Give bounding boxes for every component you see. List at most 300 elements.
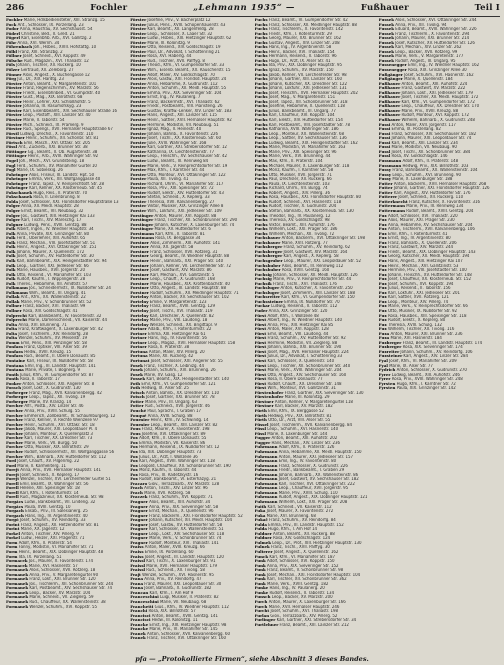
entry-details: Rudolf, Monteur, XVI. Thaliastr. 141 <box>147 540 219 545</box>
entry-details: Rud., Chauffeur, XX. Wallensteinstr. 38 <box>28 600 106 604</box>
entry-surname: Fortuna <box>130 349 148 354</box>
entry-surname: Folta <box>6 322 18 327</box>
entry-details: Otto, Angest., XIV. Sechshauser Str. 160 <box>266 372 347 377</box>
entry-surname: Fox <box>130 468 138 473</box>
entry-surname: Fulda <box>254 527 267 532</box>
entry-details: Anton, Bäckerm., XVII. Hernalser Hauptstr. 268 <box>392 181 487 186</box>
entry-details: Franz, Beamt., VI. Gumpendorfer Str. 42 <box>267 18 348 22</box>
entry-surname: Fussek <box>378 27 395 32</box>
entry-details: Emma, Verk., XII. Wolfganggasse 40 <box>27 177 101 182</box>
entry-details: Wilhelm, Tischler, XII. Tivolig. 116 <box>386 327 455 332</box>
entry-surname: Fraiss <box>130 549 144 554</box>
entry-surname: Fortelny <box>130 309 149 313</box>
entry-surname: Forster <box>130 186 147 191</box>
entry-surname: Forstner <box>130 254 150 259</box>
entry-surname: Fydrich <box>378 368 396 373</box>
entry-surname: Fortelny <box>130 299 149 304</box>
entry-details: Anton, Beamt., XIII. Auhofstr. 224 <box>400 81 468 86</box>
entry-details: Hans, Angest., XIII. Lainzer Str. 115 <box>146 113 217 118</box>
entry-details: Marie, XVI. Hasnerstr. 57 <box>27 563 78 568</box>
entry-surname: Förster <box>130 31 147 36</box>
entry-details: Emma, IX. Porzellang. 82 <box>390 127 441 132</box>
entry-details: Anna, Hausfrau, XV. Sechshausst. 54 <box>18 27 93 32</box>
entry-surname: Fox <box>130 449 138 454</box>
entry-surname: Fürst <box>254 345 267 350</box>
entry-surname: Funk <box>254 577 266 582</box>
entry-details: Theresia, XVII. Kalvarienbergg. 27 <box>146 199 215 204</box>
entry-details: Karl, Bahnbeamt., XIX. Heiligenstädter Str. 94 <box>15 258 107 263</box>
entry-details: Karl, Tischler, XVI. Ottakringer Str. 222 <box>277 481 355 486</box>
entry-surname: Funk <box>254 559 266 564</box>
entry-details: Marie, Priv., XIII. Speisinger Str. 96 <box>267 149 337 154</box>
entry-surname: Form <box>6 554 18 559</box>
entry-details: Paul, Sprachl., I. Graben 17 <box>146 409 202 414</box>
entry-details: Franz, Tischl., XVII. Palffyg. 30 <box>269 545 330 550</box>
entry-details: Josef, Lokf., X. Gudrunstr. 130 <box>21 386 81 391</box>
entry-surname: Forcher <box>6 436 24 441</box>
entry-details: Ida, Priv., XIX. Döblinger Hauptstr. 95 <box>267 63 342 68</box>
entry-surname: Fuhrmann <box>254 449 278 454</box>
entry-surname: Fussy <box>378 168 392 173</box>
entry-details: Karl, Schneid., VII. Kaiserstr. 112 <box>266 504 332 509</box>
directory-entry <box>6 605 127 610</box>
entry-details: Alfr., Postb., XIV. Linzer Str. 46 <box>23 404 84 409</box>
entry-details: Karl, Elektr., XIV. Hütteldorfer Str. 154 <box>267 118 343 123</box>
entry-details: Franz, Tischler, XII. Schönbrunner Str. 290 <box>153 218 238 223</box>
entry-surname: Follak <box>6 299 20 304</box>
entry-details: Franz, Tischl., XVI. Thaliastr. 176 <box>271 281 337 286</box>
entry-details: Paul, Dr., Advokat, I. Schottenring 21 <box>146 49 220 54</box>
entry-details: Josefine, Priv., V. Bacherplatz 12 <box>146 18 211 22</box>
entry-surname: Forstinger <box>130 222 154 227</box>
entry-surname: Fontana <box>6 368 24 373</box>
entry-surname: Formanek <box>6 604 29 609</box>
entry-details: Wenzel, Schuhm., XVI. Koppstr. 55 <box>28 604 97 609</box>
entry-surname: Ford <box>6 459 17 464</box>
entry-details: Richard, Uhrm., VII. Burgg. 74 <box>267 186 328 191</box>
entry-surname: Fuchs <box>254 95 268 100</box>
entry-surname: Follak <box>6 295 20 300</box>
entry-details: Alois, Schlosser, XVII. Rötzerg. 18 <box>28 568 96 573</box>
entry-details: Josef, Mag., V. Margaretenstr. 151 <box>267 95 336 100</box>
entry-details: Johann, Kutscher, XII. Meidl. Hauptstr. 104 <box>147 518 233 523</box>
entry-details: Hermine, Priv., VIII. Josefstädter Str. 100 <box>386 268 467 273</box>
entry-surname: Förster <box>6 122 22 127</box>
entry-details: Theodor, Ing., IV. Paulanerg. 12 <box>267 213 331 218</box>
entry-surname: Förster <box>130 45 147 50</box>
entry-surname: Furlan <box>254 613 270 618</box>
entry-details: Alois, Friseur, III. Landstr. Hpt. 50 <box>27 172 95 177</box>
entry-surname: Fürst <box>254 313 267 318</box>
entry-surname: Fossek <box>130 377 146 382</box>
entry-details: Josef, Angest., X. Quellenstr. 162 <box>272 549 339 554</box>
entry-details: Wilhelm, Lokf., XXI. Prager Str. 208 <box>277 499 348 504</box>
entry-surname: Fürth <box>254 413 267 418</box>
entry-details: Max, Kfm., II. Praterstr. 104 <box>267 158 323 163</box>
entry-surname: Fussi <box>378 145 391 150</box>
entry-details: Ernst, Mechan., X. Quellenstr. 96 <box>147 509 214 514</box>
entry-surname: Forstmann <box>130 231 155 236</box>
entry-surname: Fürst <box>254 381 267 386</box>
entry-details: Jos., Tischlerm., XII. Schönbrunner Str. 244 <box>28 581 114 586</box>
entry-details: Ignaz, Mag., II. Heinestr. 40 <box>146 127 202 132</box>
entry-details: Julius, Pens., XVIII. Schopenhauerstr. 43 <box>146 22 226 27</box>
entry-surname: Fuchsgruber <box>254 258 283 263</box>
entry-details: Johann, Tischler, XII. Ruckerg. 10 <box>14 63 81 68</box>
entry-details: Rudolf, Schuhm., XII. Meidlinger Hauptstr. 71 <box>149 290 239 295</box>
entry-surname: Forster <box>130 136 147 141</box>
entry-details: Rosa, Priv., XVIII. Währinger Str. 248 <box>390 377 463 382</box>
entry-details: Johann, Lokf., XXI. Jedleseer Str. 179 <box>400 90 473 95</box>
entry-surname: Forster <box>130 99 147 104</box>
entry-details: Johann, Maurer, X. Quellenstr. 172 <box>15 249 85 254</box>
entry-surname: Forkel <box>6 536 21 541</box>
entry-surname: Fuchs <box>254 199 268 204</box>
entry-surname: Fortuna <box>130 354 148 359</box>
entry-surname: Förster <box>6 90 22 95</box>
entry-details: Wenzel, Schuhm., XV. Meiselstr. 19 <box>17 336 87 341</box>
entry-details: Eduard, Beamt., XVIII. Währinger Str. 226 <box>394 27 477 32</box>
entry-surname: Fuchs <box>254 72 268 77</box>
entry-surname: Fußhauer <box>378 90 401 95</box>
entry-surname: Forcher <box>6 422 24 427</box>
entry-surname: Förster <box>130 40 147 45</box>
entry-details: Marie, Hausbes., XIX. Krottenbachstr. 40 <box>149 281 230 286</box>
entry-surname: Fuhrmann <box>254 468 278 473</box>
entry-surname: Fonfara <box>6 354 23 359</box>
entry-details: Ferd., Oberlehrer, XIII. Auhofstr. 65 <box>15 236 86 241</box>
entry-surname: Fuchs <box>254 18 268 22</box>
entry-details: Adolf, Schlosser, XVI. Koppstr. 150 <box>265 559 335 564</box>
entry-details: Anna, Priv., XV. Reindorfg. 47 <box>143 577 202 582</box>
entry-details: Franz, Mechan., VIII. Josefstädter Str. 51 <box>15 240 96 245</box>
entry-details: Karl, Sattler, XVII. Rötzerg. 121 <box>386 295 450 300</box>
entry-surname: Fussek <box>378 49 395 54</box>
entry-surname: Fux <box>378 281 387 286</box>
entry-details: Anton, Schuhm., XII. Meidl. Hauptstr. 55 <box>146 86 227 91</box>
entry-details: Anton, Beamt., V. Margaretenstr. 101 <box>21 81 97 86</box>
entry-surname: Fragner <box>130 499 148 504</box>
entry-surname: Forstinger <box>130 218 154 223</box>
entry-surname: Fuchs <box>254 27 268 32</box>
entry-surname: Fussenegger <box>378 68 407 73</box>
entry-surname: Forster <box>130 131 147 136</box>
entry-details: Anna, Priv., XIII. Hietzinger Kai 85 <box>266 322 334 327</box>
entry-details: Rosa, XVI. Haberlg. 44 <box>146 54 192 59</box>
entry-surname: Frana <box>130 586 144 591</box>
entry-surname: Fürst <box>254 354 267 359</box>
entry-details: Franz, Schuhm., XV. Reindorfg. 84 <box>267 518 336 523</box>
entry-surname: Fragner <box>130 527 148 532</box>
entry-surname: Forstner <box>130 249 150 254</box>
entry-surname: Föllner <box>6 54 22 59</box>
entry-surname: Fragner <box>130 518 148 523</box>
entry-surname: Follner <box>6 309 22 313</box>
entry-surname: Förster <box>130 18 147 22</box>
entry-details: Johann, Kutscher, X. Laxenburger Str. 74 <box>153 222 235 227</box>
entry-details: Theresia, XV. Goldschlagstr. 98 <box>267 218 330 223</box>
entry-details: Jos., Gastwirt, XIII. Hietzinger Kai 133 <box>20 213 95 218</box>
entry-details: Leop., Fleischh., XV. Sechshauser Str. 42 <box>146 154 228 159</box>
entry-surname: Forell <box>6 495 19 500</box>
entry-surname: Forell <box>6 481 19 486</box>
entry-surname: Fuchsberger <box>254 254 283 259</box>
entry-surname: Frana <box>130 581 144 586</box>
entry-surname: Furlinger <box>254 618 276 623</box>
entry-details: Adolf, Maler, XV. Goldschlagstr. 70 <box>146 72 215 77</box>
entry-surname: Fux <box>378 240 387 245</box>
entry-surname: Fomm <box>6 340 20 345</box>
entry-surname: Forster <box>130 140 147 145</box>
entry-surname: Fux <box>378 272 387 277</box>
entry-surname: Fuchs <box>254 54 268 59</box>
entry-details: Ernst, Ing., IV. Argentinierstr. 80 <box>386 236 451 241</box>
entry-surname: Forgács <box>6 504 24 509</box>
entry-details: Paula, IX. Liechtensteinstr. 103 <box>267 181 330 186</box>
entry-surname: Fux <box>378 218 387 223</box>
entry-details: Albert, Ing., IV. Wiedner Hauptstr. 140 <box>266 318 342 323</box>
entry-details: Leop., Chauffeur, XVII. Jörgerstr. 95 <box>277 486 349 491</box>
entry-details: Anton, Maurer, XXI. Jedleseer Str. 157 <box>277 454 354 459</box>
entry-details: Franz, Gastwirt, XIV. Märzstr. 244 <box>386 245 453 250</box>
entry-surname: Förster <box>6 127 22 132</box>
entry-details: Franz, Schlosser, XVII. Rötzerg. 31 <box>149 249 218 254</box>
entry-surname: Folk <box>6 277 16 282</box>
entry-surname: Forstner <box>130 258 150 263</box>
entry-details: Emma, Priv., XIX. Sieveringer Str. 104 <box>146 90 222 95</box>
entry-details: Luigi, Musiker, II. Praterstr. 82 <box>158 595 219 600</box>
entry-surname: Franceschini <box>130 600 159 604</box>
entry-details: Emil, Pens., XIII. Penzinger Str. 58 <box>19 340 87 345</box>
entry-details: Marie, Damenschneid., VII. Kaiserstr. 44 <box>27 318 107 323</box>
entry-surname: Formanek <box>6 590 29 595</box>
entry-details: Rudolf, Beamt., XVIII. Gentzg. 204 <box>405 208 474 213</box>
entry-details: Ludw., Hsbes., XIII. Hietzinger Hauptstr. 62 <box>146 36 232 41</box>
entry-details: Franz, Maurer, XXI. Leopoldauer Str. 30 <box>143 581 222 586</box>
entry-details: Franz, Optiker, VIII. Alser Str. 39 <box>22 345 87 350</box>
entry-details: Julius, Dr., Advokat, I. Schottenring 33 <box>266 354 343 359</box>
entry-surname: Fussmann <box>378 158 402 163</box>
entry-details: Christine, Bed., II. Gred. 21 <box>20 31 75 36</box>
entry-surname: Fuka <box>254 509 266 514</box>
entry-surname: Forstmann <box>130 236 155 241</box>
entry-details: Anton, Schlosser, XVII. Kalvarienbergg. 60 <box>145 631 230 636</box>
entry-details: Hedw., XVIII. Kreuzg. 15 <box>22 349 72 354</box>
entry-surname: Francisci <box>130 618 151 623</box>
entry-details: Anna, Priv., XIX. Sieveringer Str. 58 <box>147 504 219 509</box>
entry-details: Anton, Maurer, XVI. Koppstr. 88 <box>153 213 217 218</box>
entry-details: Johann, Lokführ., XXI. Jedleseer Str. 131 <box>267 86 347 91</box>
entry-surname: Föderl <box>6 31 21 36</box>
entry-surname: Fosek <box>130 368 143 373</box>
entry-surname: Fraissl <box>130 568 146 573</box>
entry-surname: Folk <box>6 227 16 232</box>
entry-surname: Fürst <box>254 322 267 327</box>
entry-details: Rudolf, Angest., III. Ungarg. 95 <box>394 58 456 63</box>
entry-surname: Fussi <box>378 127 391 132</box>
entry-surname: Franchetti <box>130 604 154 609</box>
entry-surname: Fussek <box>378 22 395 27</box>
entry-surname: Formanek <box>6 577 29 582</box>
entry-details: Franz, Schuhm., XV. Reindorfg. 62 <box>282 245 351 250</box>
entry-details: Josef, Maurer, X. Favoritenstr. 272 <box>265 509 334 514</box>
entry-surname: Fussek <box>378 58 395 63</box>
entry-details: Giov., Terrazzoarb., XV. Märzstr. 128 <box>147 481 220 486</box>
entry-details: Ant., Zuckerb., XXI. Brünner Str. 38 <box>17 145 88 150</box>
entry-details: Marie, Verk., VII. Burgg. 50 <box>23 440 78 445</box>
entry-surname: Förster <box>130 63 147 68</box>
entry-surname: Forstner <box>130 272 150 277</box>
entry-details: Franz, Schlosser, XIV. Sechshauser Str. 182 <box>390 131 477 136</box>
entry-details: Karl, Kfm., I. Rotenturmstr. 14 <box>18 490 79 495</box>
entry-details: Marie, Priv., III. Rennweg 134 <box>405 204 464 209</box>
entry-surname: Fotter <box>130 404 144 409</box>
entry-surname: Fussy <box>378 177 392 182</box>
entry-details: Marie, XV. Hütteldorfer Str. 6 <box>153 227 211 232</box>
entry-details: Joh., Mech., XVI. Grundsteing. 18 <box>17 158 85 163</box>
entry-surname: Fürst <box>254 372 267 377</box>
entry-details: Hedwig, Priv., XIX. Billrothstr. 103 <box>401 163 469 168</box>
entry-surname: Folk <box>6 231 16 236</box>
entry-surname: Formacek <box>6 559 28 564</box>
entry-surname: Fuhrmann <box>254 463 278 468</box>
entry-surname: Folk <box>6 281 16 286</box>
entry-details: Marie, III. Kolonitzg. 29 <box>283 395 330 400</box>
entry-surname: Fragner <box>130 536 148 541</box>
entry-surname: Forstinger <box>130 227 154 232</box>
entry-details: Franz, Tapez., V. Reinprechtsdf. Str. 28 <box>27 181 104 186</box>
entry-details: Karl, Gärtner, XXI. Strebersdorfer Str. 34 <box>275 618 357 623</box>
entry-details: Johann, Schuhm., XV. Reindorfg. 106 <box>399 349 473 354</box>
entry-details: Leop., Chauff., X. Gudrunstr. 168 <box>149 277 215 282</box>
entry-details: Josef, Tischl., XVI. Thaliastr. 119 <box>148 309 213 313</box>
entry-details: Josef, Schuhm., XVI. Thaliastr. 198 <box>269 609 339 614</box>
entry-details: Franz, Tischler, X. Leibnizg. 44 <box>142 363 204 368</box>
entry-surname: Funk <box>254 568 266 573</box>
entry-surname: Fogl <box>6 163 16 168</box>
entry-surname: Fuchs <box>254 68 268 73</box>
entry-details: Leop., Sattler, XV. Sechshauser Str. 136 <box>267 136 347 141</box>
entry-surname: Forkel <box>6 531 21 536</box>
entry-details: Josef, Chauffeur, XX. Klosterneub. Str. 152 <box>386 277 472 282</box>
entry-surname: Fux <box>378 268 387 273</box>
entry-details: Marie, XVII. Rötzerg. 58 <box>142 490 191 495</box>
entry-surname: Fuchsbauer <box>254 236 281 241</box>
entry-surname: Fux <box>378 231 387 236</box>
entry-details: Karl, Beamt., XIII. Lainzer Str. 234 <box>390 140 458 145</box>
entry-surname: Fußhauer <box>378 86 401 91</box>
entry-surname: Fölzer <box>6 68 20 73</box>
entry-details: Johann, Maurer, XXI. Brünner Str. 214 <box>394 36 470 41</box>
entry-details: Franz, Schuhm., XV. Hütteldorfer Str. 92 <box>266 336 346 341</box>
entry-surname: Fuder <box>254 309 268 313</box>
entry-details: Marie, XVI. Hasnerstr. 184 <box>389 336 442 341</box>
entry-surname: Fuchs <box>254 58 268 63</box>
entry-surname: Fussl <box>378 154 391 159</box>
entry-surname: Fyrer <box>378 377 391 382</box>
entry-details: Moriz, Kaufm., I. Kärntner Str. 58 <box>267 168 334 173</box>
entry-surname: Form <box>6 545 18 550</box>
entry-surname: Fortner <box>130 340 147 345</box>
entry-surname: Forster <box>130 81 147 86</box>
entry-surname: Fux <box>378 263 387 268</box>
entry-surname: Fuchs <box>254 154 268 159</box>
entry-details: Johann, Schuhm., XVI. Brunneng. 26 <box>142 368 216 373</box>
entry-surname: Funk <box>254 581 266 586</box>
entry-surname: Fürst <box>254 349 267 354</box>
entry-details: Rudolf, Schneid., XVI. Hasnerstr. 118 <box>267 199 342 204</box>
entry-surname: Forster <box>130 118 147 123</box>
entry-details: Josef, Kfm., VI. Mariahilfer Str. 209 <box>387 359 457 364</box>
entry-details: Ludwig, Beamt., XIII. Auhofstr. 246 <box>390 372 460 377</box>
entry-details: Robert, Angest., XIV. Pillerg. 36 <box>267 190 330 195</box>
entry-details: Franz, Beamt., III. Landstr. Hauptstr. 174 <box>401 340 483 345</box>
entry-details: Georg, Kutscher, XII. Meidl. Hauptstr. 194 <box>386 254 470 259</box>
entry-surname: Forgó <box>6 518 19 523</box>
entry-details: Johanna, III. Rasumofskyg. 23 <box>21 104 82 109</box>
entry-details: Franz, Kellner, V. Rechte Wienzeile 97 <box>23 418 99 423</box>
entry-details: Emilie, IX. Porzellang. 60 <box>143 549 194 554</box>
entry-surname: Fuith <box>254 504 267 509</box>
entry-details: Karl, Drechsler, X. Quellenstr. 82 <box>148 313 214 318</box>
entry-details: Otto, Monteur, XVI. Ottakringer Str. 122 <box>146 172 226 177</box>
entry-details: Anton, Kutscher, X. Favoritenstr. 250 <box>279 286 353 291</box>
entry-details: Karl, Eisenbbeamt., XIV. Sechshauser Straße 16 <box>21 108 117 113</box>
entry-surname: Folk <box>6 258 16 263</box>
entry-details: Anton, Maler, XIV. Pillerg. 20 <box>147 349 205 354</box>
entry-details: Adolf, Kfm., II. Praterstr. 126 <box>277 445 335 450</box>
entry-surname: Forcher <box>6 449 24 454</box>
entry-surname: Fuchs <box>254 195 268 200</box>
entry-surname: Fraissl <box>130 559 146 564</box>
columns <box>6 18 500 654</box>
entry-details: Josef, Gastw., XV. Hütteldorfer Str. 58 <box>147 522 223 527</box>
entry-surname: Franchi <box>130 609 148 614</box>
entry-surname: Fracaro <box>130 481 148 486</box>
entry-details: Rosa, II. Lilienbrunng. 8 <box>32 195 80 200</box>
entry-details: Franz, Bahnbeamt., XX. Wallensteinstr. 104 <box>391 168 478 173</box>
entry-details: Rosa, XIX. Billrothstr. 57 <box>147 609 196 614</box>
entry-surname: Fortelny <box>130 322 149 327</box>
entry-details: Jos., Maurer, X. Favoritenstr. 174 <box>27 559 93 564</box>
entry-surname: Fyal <box>378 359 388 364</box>
entry-details: Viktor, Musiker, XIX. Grinzinger Allee 8 <box>146 204 224 209</box>
entry-surname: Fürst <box>254 336 267 341</box>
entry-surname: Forcher <box>6 445 24 450</box>
entry-details: Leop., Maurer, XXI. Leopoldauer Str. 52 <box>282 258 361 263</box>
entry-surname: Folger <box>6 204 21 209</box>
entry-details: Karl, Mechan., XIV. Linzer Str. 262 <box>394 45 462 50</box>
entry-surname: Fürst <box>254 359 267 364</box>
entry-surname: Forster <box>130 199 147 204</box>
entry-details: Emil, Kfm., I. Rotenturmstr. 41 <box>386 231 448 236</box>
entry-surname: Form <box>6 540 18 545</box>
entry-surname: Fux <box>378 309 387 313</box>
entry-surname: Fous <box>130 431 141 436</box>
entry-details: Anna, Priv., XVIII. Schulg. 55 <box>23 409 80 414</box>
entry-surname: Forejt <box>6 472 20 477</box>
entry-details: Ernst, Ing., XIII. Hietzinger Hauptstr. 98 <box>148 622 227 627</box>
entry-surname: Formacek <box>6 563 28 568</box>
entry-surname: Fuchs <box>254 168 268 173</box>
entry-details: Hermann, Reisend., IX. Nußdorfer Str. 12 <box>137 445 220 450</box>
entry-surname: Fux <box>378 236 387 241</box>
entry-surname: Fox <box>130 472 138 477</box>
entry-surname: Follner <box>6 304 22 309</box>
entry-details: Paula, XIX. Grinzinger Str. 142 <box>395 386 456 391</box>
entry-surname: Fußhauer <box>378 104 401 109</box>
entry-surname: Fuhrmann <box>254 481 278 486</box>
